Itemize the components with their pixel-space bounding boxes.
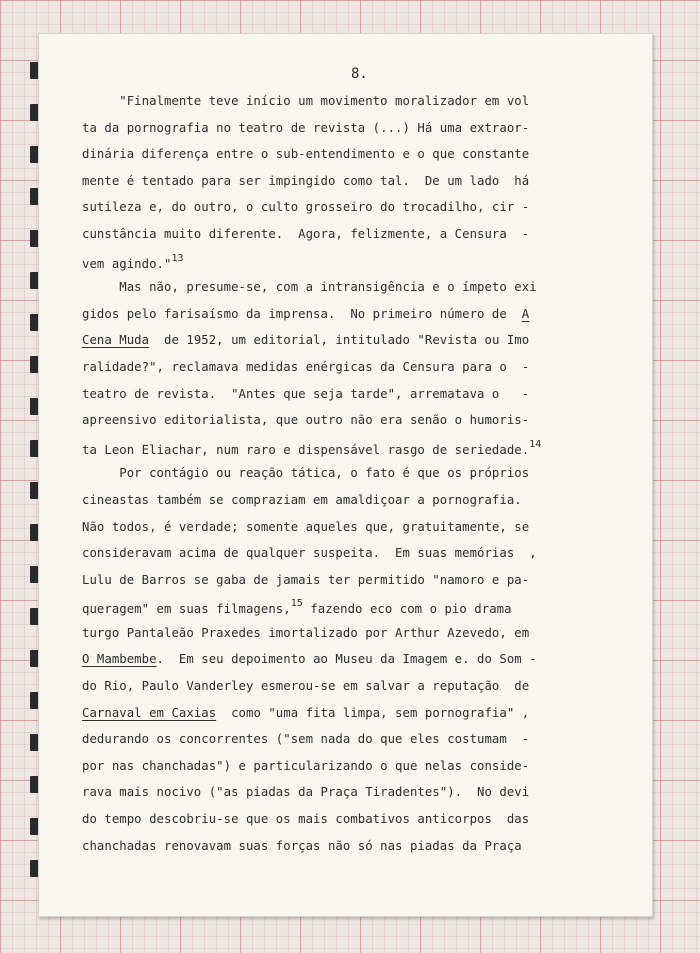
text-line [82,514,602,541]
text-segment: rava mais nocivo ("as piadas da Praça Tiradentes"). No devi [82,785,530,800]
text-segment: do Rio, Paulo Vanderley esmerou-se em salvar a reputação de [82,679,530,694]
text-line [82,381,602,408]
text-segment: mente é tentado para ser impingido como tal. De um lado há [82,173,530,188]
text-line [82,673,602,700]
text-segment: de 1952, um editorial, intitulado "Revista ou Imo [149,333,530,348]
text-line [82,753,602,780]
underlined-title: Cena Muda [82,333,150,348]
text-segment: gidos pelo farisaísmo da imprensa. No primeiro número de [82,306,522,321]
text-line [82,301,602,328]
text-segment: ta da pornografia no teatro de revista (...) Há uma extraor- [82,120,530,135]
text-segment: turgo Pantaleão Praxedes imortalizado por Arthur Azevedo, em [82,625,530,640]
footnote-ref: 13 [171,252,184,264]
text-segment: por nas chanchadas") e particularizando o que nelas conside- [82,758,530,773]
text-segment: queragem" em suas filmagens, [82,602,291,617]
text-line [82,460,602,487]
text-line [82,141,602,168]
text-line [82,833,602,860]
text-segment: teatro de revista. "Antes que seja tarde", arrematava o - [82,386,530,401]
text-line [82,567,602,594]
text-line [82,487,602,514]
text-line [82,248,602,275]
text-line [82,726,602,753]
text-line [82,407,602,434]
underlined-title: Carnaval em Caxias [82,705,217,720]
text-segment: Não todos, é verdade; somente aqueles que, gratuitamente, se [82,519,530,534]
text-segment: apreensivo editorialista, que outro não era senão o humoris- [82,413,530,428]
text-segment: "Finalmente teve início um movimento moralizador em vol [82,94,530,108]
text-segment: fazendo eco com o pio drama [302,602,512,617]
text-line [82,540,602,567]
body-text [82,88,602,859]
underlined-title: A [521,306,530,321]
text-line [82,274,602,301]
text-line [82,115,602,142]
footnote-ref: 14 [529,438,542,450]
text-line [82,620,602,647]
text-line [82,700,602,727]
text-segment: chanchadas renovavam suas forças não só nas piadas da Praça [82,838,522,853]
text-line [82,354,602,381]
text-segment: Por contágio ou reação tática, o fato é que os próprios [82,466,530,481]
text-line [82,327,602,354]
text-segment: Lulu de Barros se gaba de jamais ter permitido "namoro e pa- [82,572,530,587]
text-segment: do tempo descobriu-se que os mais combativos anticorpos das [82,812,530,827]
text-segment: consideravam acima de qualquer suspeita. Em suas memórias , [82,546,537,561]
text-line [82,221,602,248]
text-line [82,194,602,221]
text-segment: dedurando os concorrentes ("sem nada do que eles costumam - [82,732,530,747]
text-segment: vem agindo." [82,256,172,271]
text-segment: ralidade?", reclamava medidas enérgicas da Censura para o - [82,359,530,374]
text-segment: cineastas também se compraziam em amaldiçoar a pornografia. [82,492,522,507]
underlined-title: O Mambembe [82,652,157,667]
text-segment: ta Leon Eliachar, num raro e dispensável rasgo de seriedade. [82,442,530,457]
text-segment: cunstância muito diferente. Agora, felizmente, a Censura - [82,226,530,241]
text-line [82,168,602,195]
text-segment: sutileza e, do outro, o culto grosseiro do trocadilho, cir - [82,200,530,215]
text-segment: dinária diferença entre o sub-entendimento e o que constante [82,147,530,162]
text-line [82,779,602,806]
page-number: 8. [351,66,368,82]
text-segment: . Em seu depoimento ao Museu da Imagem e. do Som - [156,652,537,667]
footnote-ref: 15 [290,598,303,610]
text-line [82,88,602,115]
text-segment: como "uma fita limpa, sem pornografia" , [216,705,530,720]
text-line [82,646,602,673]
text-line [82,434,602,461]
text-line [82,806,602,833]
text-line [82,593,602,620]
text-segment: Mas não, presume-se, com a intransigência e o ímpeto exi [82,280,537,295]
